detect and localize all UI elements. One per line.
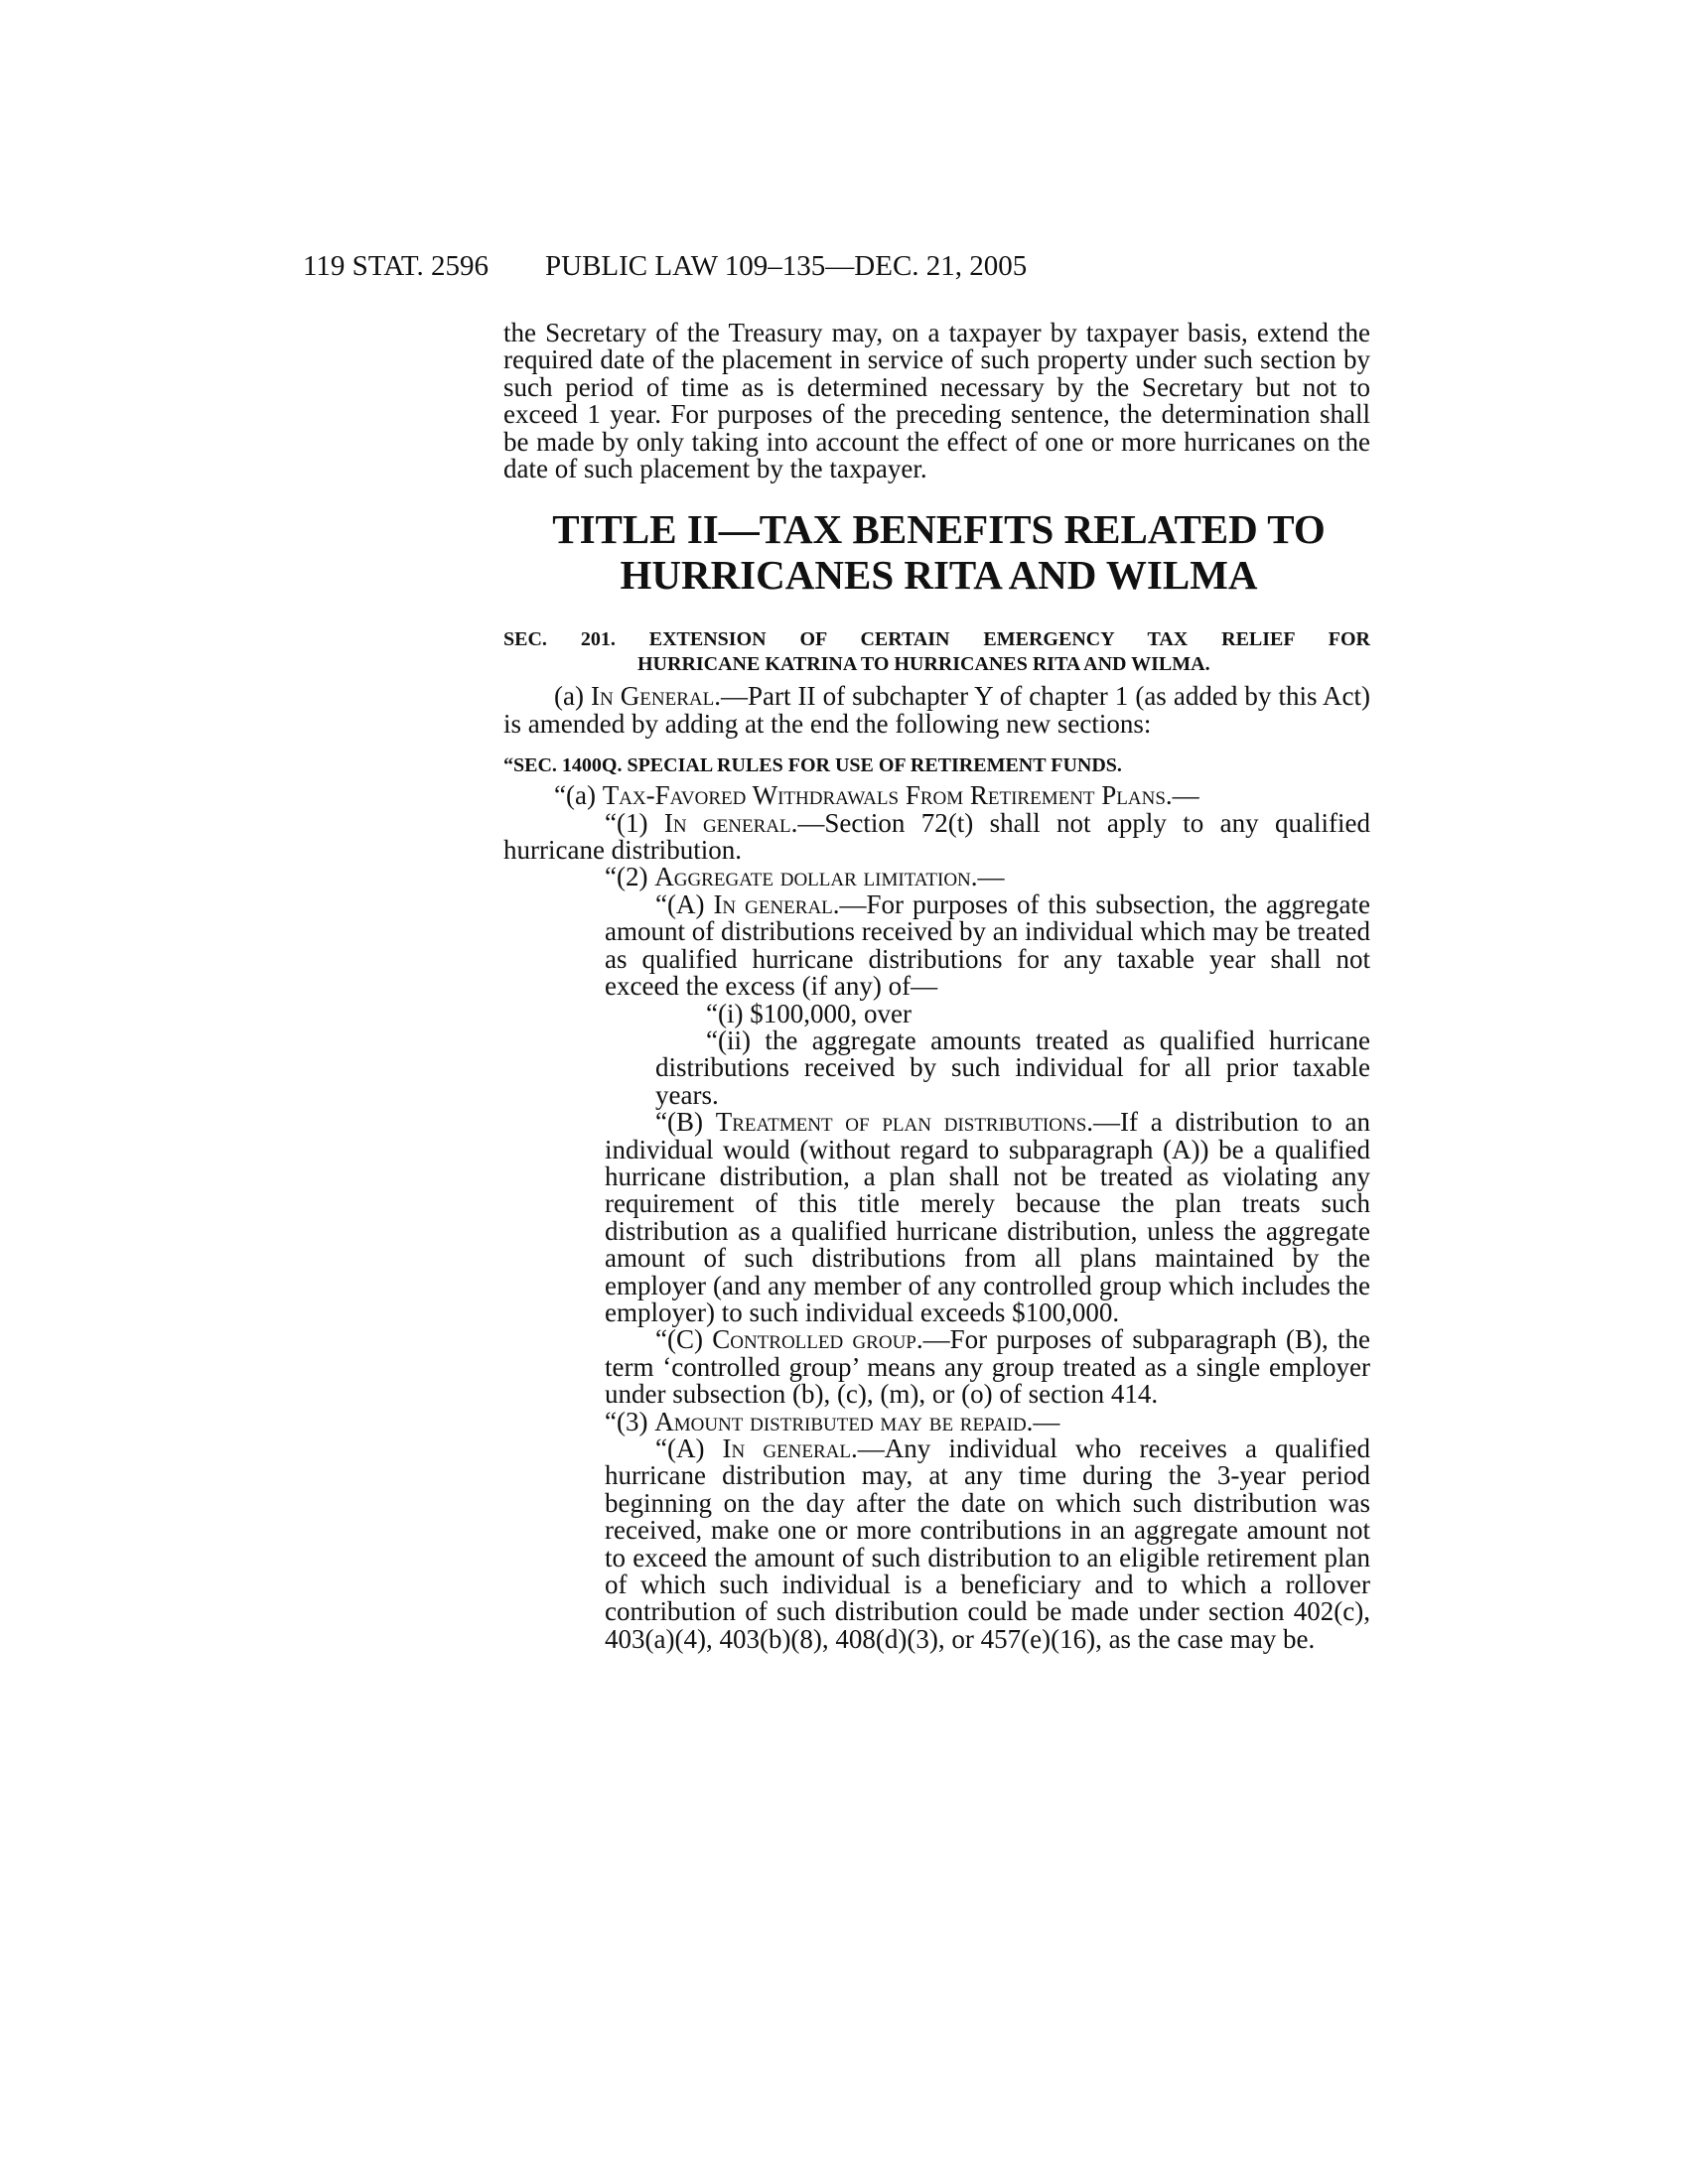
paragraph-2 bbox=[503, 864, 1370, 890]
paragraph-1-caption: In general bbox=[663, 807, 791, 838]
running-header bbox=[303, 248, 1370, 288]
subparagraph-2A-marker: “(A) bbox=[655, 888, 714, 919]
subparagraph-2C bbox=[503, 1326, 1370, 1408]
subparagraph-2C-caption: Controlled group bbox=[712, 1324, 916, 1355]
subparagraph-2A bbox=[503, 888, 1370, 1002]
subsection-text: .—Part II of subchapter Y of chapter 1 (as added by this Act) is amended by adding at the end the following new sections: bbox=[503, 681, 1371, 739]
subparagraph-2B-text: .—If a distribution to an individual would (without regard to subparagraph (A)) be a qualified hurricane distribution, a plan shall not be treated as violating any requirement of this title merely because the plan treats such distribution as a qualified hurricane distribution, unless the aggregate amount of such distributions from all plans maintained by the employer (and any member of any controlled group which includes the employer) to such individual exceeds $100,000. bbox=[605, 1107, 1370, 1327]
title-heading bbox=[503, 506, 1370, 598]
clause-2Ai: “(i) $100,000, over bbox=[706, 998, 912, 1028]
subparagraph-2B bbox=[503, 1109, 1370, 1326]
subparagraph-2C-text: .—For purposes of subparagraph (B), the term ‘controlled group’ means any group treated as a single employer under subsection (b), (c), (m), or (o) of section 414. bbox=[605, 1324, 1370, 1410]
paragraph-2-marker: “(2) bbox=[605, 862, 655, 892]
section-201-heading-line-2: HURRICANE KATRINA TO HURRICANES RITA AND WILMA. bbox=[637, 653, 1210, 676]
section-1400q-heading: “SEC. 1400Q. SPECIAL RULES FOR USE OF RETIREMENT FUNDS. bbox=[503, 754, 1122, 777]
stat-page-number: 119 STAT. 2596 bbox=[303, 250, 489, 282]
paragraph-a-tail: .— bbox=[1165, 780, 1199, 811]
title-line-2: HURRICANES RITA AND WILMA bbox=[620, 552, 1258, 599]
subparagraph-2A-caption: In general bbox=[713, 888, 833, 919]
paragraph-1-text: .—Section 72(t) shall not apply to any qualified hurricane distribution. bbox=[503, 807, 1370, 866]
page-body bbox=[503, 320, 1370, 1653]
section-201-subsection-a bbox=[503, 683, 1370, 738]
paragraph-a-marker: “(a) bbox=[554, 780, 603, 811]
subparagraph-2A-text: .—For purposes of this subsection, the aggregate amount of distributions received by an individual which may be treated as qualified hurricane distributions for any taxable year shall not exceed the excess (if any) of— bbox=[605, 888, 1370, 1002]
paragraph-a-caption: Tax-Favored Withdrawals From Retirement Plans bbox=[602, 780, 1166, 811]
section-201-heading bbox=[503, 627, 1370, 677]
title-line-1: TITLE II—TAX BENEFITS RELATED TO bbox=[552, 506, 1326, 553]
paragraph-2-caption: Aggregate dollar limitation bbox=[654, 862, 971, 892]
subparagraph-3A-text: .—Any individual who receives a qualified hurricane distribution may, at any time during the 3-year period beginning on the day after the date on which such distribution was received, make one or more contributions in an aggregate amount not to exceed the amount of such distribution to an eligible retirement plan of which such individual is a beneficiary and to which a rollover contribution of such distribution could be made under section 402(c), 403(a)(4), 403(b)(8), 408(d)(3), or 457(e)(16), as the case may be. bbox=[605, 1433, 1370, 1654]
subparagraph-3A bbox=[503, 1435, 1370, 1653]
section-201-heading-line-1: SEC. 201. EXTENSION OF CERTAIN EMERGENCY TAX RELIEF FOR bbox=[503, 628, 1370, 651]
subsection-caption: In General bbox=[591, 681, 715, 712]
subparagraph-2C-marker: “(C) bbox=[655, 1324, 713, 1355]
subparagraph-3A-caption: In general bbox=[722, 1433, 851, 1463]
subparagraph-3A-marker: “(A) bbox=[655, 1433, 723, 1463]
paragraph-2-tail: .— bbox=[970, 862, 1005, 892]
intro-paragraph: the Secretary of the Treasury may, on a taxpayer by taxpayer basis, extend the required date of the placement in service of such property under such section by such period of time as is determined necessary by the Secretary but not to exceed 1 year. For purposes of the preceding sentence, the determination shall be made by only taking into account the effect of one or more hurricanes on the date of such placement by the taxpayer. bbox=[503, 318, 1370, 484]
paragraph-3-tail: .— bbox=[1026, 1406, 1060, 1436]
subsection-marker: (a) bbox=[554, 681, 592, 712]
paragraph-3-caption: Amount distributed may be repaid bbox=[654, 1406, 1027, 1436]
subparagraph-2B-caption: Treatment of plan distributions bbox=[715, 1107, 1087, 1138]
public-law-citation: PUBLIC LAW 109–135—DEC. 21, 2005 bbox=[545, 250, 1028, 282]
paragraph-1-marker: “(1) bbox=[605, 807, 664, 838]
clause-2Aii: “(ii) the aggregate amounts treated as qualified hurricane distributions received by such individual for all prior taxable years. bbox=[655, 1024, 1370, 1110]
paragraph-3 bbox=[503, 1406, 1370, 1436]
paragraph-a bbox=[503, 782, 1370, 809]
paragraph-3-marker: “(3) bbox=[605, 1406, 655, 1436]
paragraph-1 bbox=[503, 807, 1370, 866]
subparagraph-2B-marker: “(B) bbox=[655, 1107, 716, 1138]
